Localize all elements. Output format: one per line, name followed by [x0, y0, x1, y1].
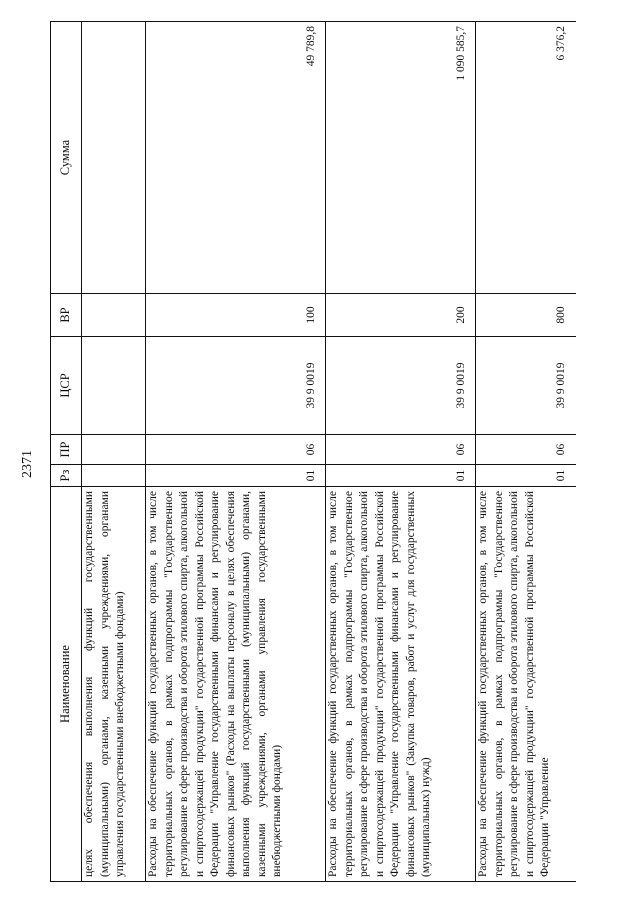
header-name: Наименование	[51, 487, 82, 882]
row-rz: 01	[326, 465, 476, 487]
row-pr: 06	[476, 435, 576, 465]
header-pr: ПР	[51, 435, 82, 465]
rotated-page	[20, 22, 580, 882]
header-vr: ВР	[51, 294, 82, 337]
page-number: 2371	[20, 450, 35, 478]
table-row	[476, 22, 576, 882]
header-rz: Рз	[51, 465, 82, 487]
row-name: Расходы на обеспечение функций государственных органов, в том числе территориальных органов, в рамках подпрограммы "Государственное регулирование в сфере производства и оборота этилового спирта, алкогольной и спиртосодержащей продукции" государственной программы Российской Федерации "Управление государственными финансами и регулирование финансовых рынков" (Закупка товаров, работ и услуг для государственных (муниципальных) нужд)	[326, 487, 476, 882]
row-sum: 1 090 585,7	[326, 22, 476, 294]
row-pr	[82, 435, 146, 465]
row-vr	[82, 294, 146, 337]
row-pr: 06	[146, 435, 326, 465]
table-row	[146, 22, 326, 882]
row-sum	[82, 22, 146, 294]
row-csr: 39 9 0019	[326, 337, 476, 435]
row-vr: 800	[476, 294, 576, 337]
row-pr: 06	[326, 435, 476, 465]
row-sum: 49 789,8	[146, 22, 326, 294]
row-csr: 39 9 0019	[476, 337, 576, 435]
header-csr: ЦСР	[51, 337, 82, 435]
row-csr	[82, 337, 146, 435]
row-name: Расходы на обеспечение функций государственных органов, в том числе территориальных органов, в рамках подпрограммы "Государственное регулирование в сфере производства и оборота этилового спирта, алкогольной и спиртосодержащей продукции" государственной программы Российской Федерации "Управление государственными финансами и регулирование финансовых рынков" (Расходы на выплаты персоналу в целях обеспечения выполнения функций государственными (муниципальными) органами, казенными учреждениями, органами управления государственными внебюджетными фондами)	[146, 487, 326, 882]
row-name: целях обеспечения выполнения функций государственными (муниципальными) органами, казенными учреждениями, органами управления государственными внебюджетными фондами)	[82, 487, 146, 882]
row-vr: 200	[326, 294, 476, 337]
row-vr: 100	[146, 294, 326, 337]
table-header-row	[51, 22, 82, 882]
header-sum: Сумма	[51, 22, 82, 294]
table-row	[82, 22, 146, 882]
table-row	[326, 22, 476, 882]
row-rz: 01	[146, 465, 326, 487]
row-rz	[82, 465, 146, 487]
row-csr: 39 9 0019	[146, 337, 326, 435]
row-rz: 01	[476, 465, 576, 487]
row-name: Расходы на обеспечение функций государственных органов, в том числе территориальных органов, в рамках подпрограммы "Государственное регулирование в сфере производства и оборота этилового спирта, алкогольной и спиртосодержащей продукции" государственной программы Российской Федерации "Управление	[476, 487, 576, 882]
row-sum: 6 376,2	[476, 22, 576, 294]
budget-table	[50, 21, 576, 882]
